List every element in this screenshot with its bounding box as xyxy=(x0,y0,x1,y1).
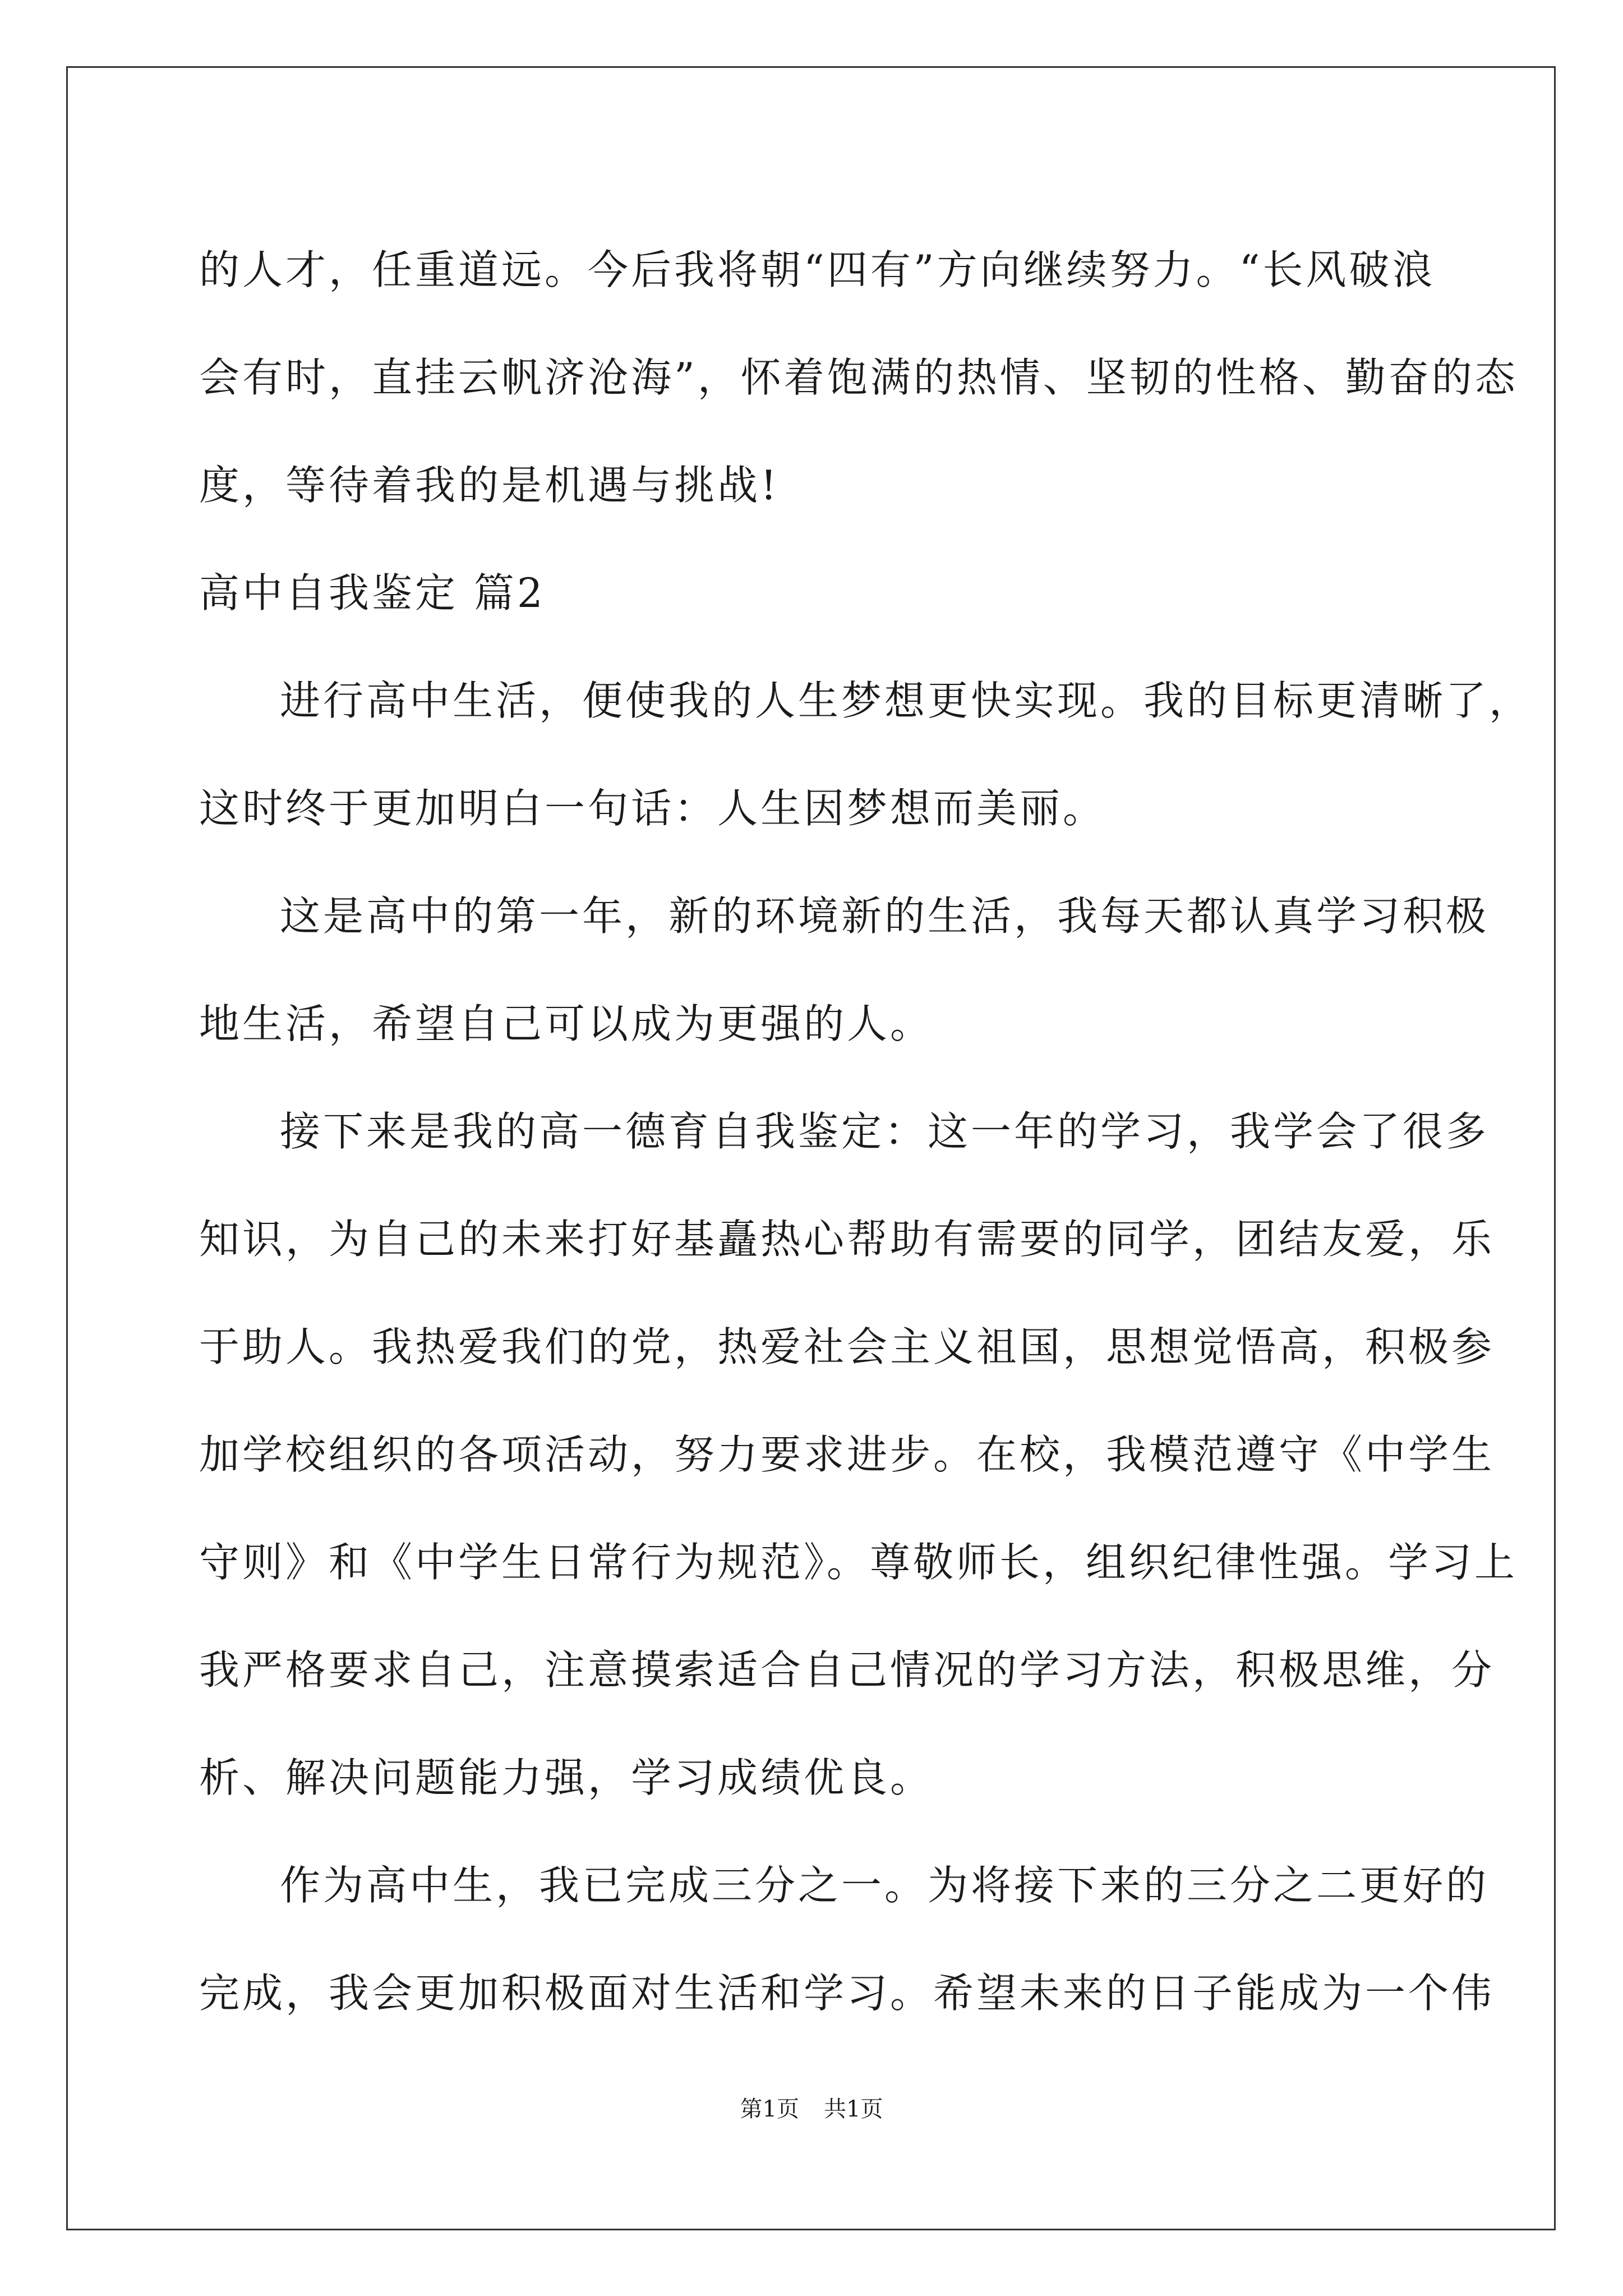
text-line: 于助人。我热爱我们的党，热爱社会主义祖国，思想觉悟高，积极参 xyxy=(199,1323,1495,1370)
page-number-total: 共1页 xyxy=(824,2096,883,2122)
text-line: 地生活，希望自己可以成为更强的人。 xyxy=(199,1000,934,1047)
text-line: 度，等待着我的是机遇与挑战! xyxy=(199,462,780,509)
text-line: 守则》和《中学生日常行为规范》。尊敬师长，组织纪律性强。学习上 xyxy=(199,1539,1518,1586)
paragraph-first-line: 接下来是我的高一德育自我鉴定：这一年的学习，我学会了很多 xyxy=(280,1108,1490,1155)
paragraph-first-line: 作为高中生，我已完成三分之一。为将接下来的三分之二更好的 xyxy=(280,1862,1490,1909)
text-line: 这时终于更加明白一句话：人生因梦想而美丽。 xyxy=(199,785,1106,832)
section-heading: 高中自我鉴定 篇2 xyxy=(199,569,546,616)
page-number-current: 第1页 xyxy=(740,2096,799,2122)
page-footer xyxy=(0,2092,1623,2126)
text-line: 我严格要求自己，注意摸索适合自己情况的学习方法，积极思维，分 xyxy=(199,1646,1495,1694)
text-line: 知识，为自己的未来打好基矗热心帮助有需要的同学，团结友爱，乐 xyxy=(199,1216,1495,1263)
paragraph-first-line: 这是高中的第一年，新的环境新的生活，我每天都认真学习积极 xyxy=(280,892,1490,940)
document-body xyxy=(199,216,1533,2047)
paragraph-first-line: 进行高中生活，便使我的人生梦想更快实现。我的目标更清晰了， xyxy=(280,677,1533,724)
text-line: 的人才，任重道远。今后我将朝“四有”方向继续努力。“长风破浪 xyxy=(199,246,1436,293)
text-line: 加学校组织的各项活动，努力要求进步。在校，我模范遵守《中学生 xyxy=(199,1431,1495,1478)
text-line: 析、解决问题能力强，学习成绩优良。 xyxy=(199,1754,934,1801)
text-line: 完成，我会更加积极面对生活和学习。希望未来的日子能成为一个伟 xyxy=(199,1970,1495,2017)
text-line: 会有时，直挂云帆济沧海”，怀着饱满的热情、坚韧的性格、勤奋的态 xyxy=(199,354,1518,401)
